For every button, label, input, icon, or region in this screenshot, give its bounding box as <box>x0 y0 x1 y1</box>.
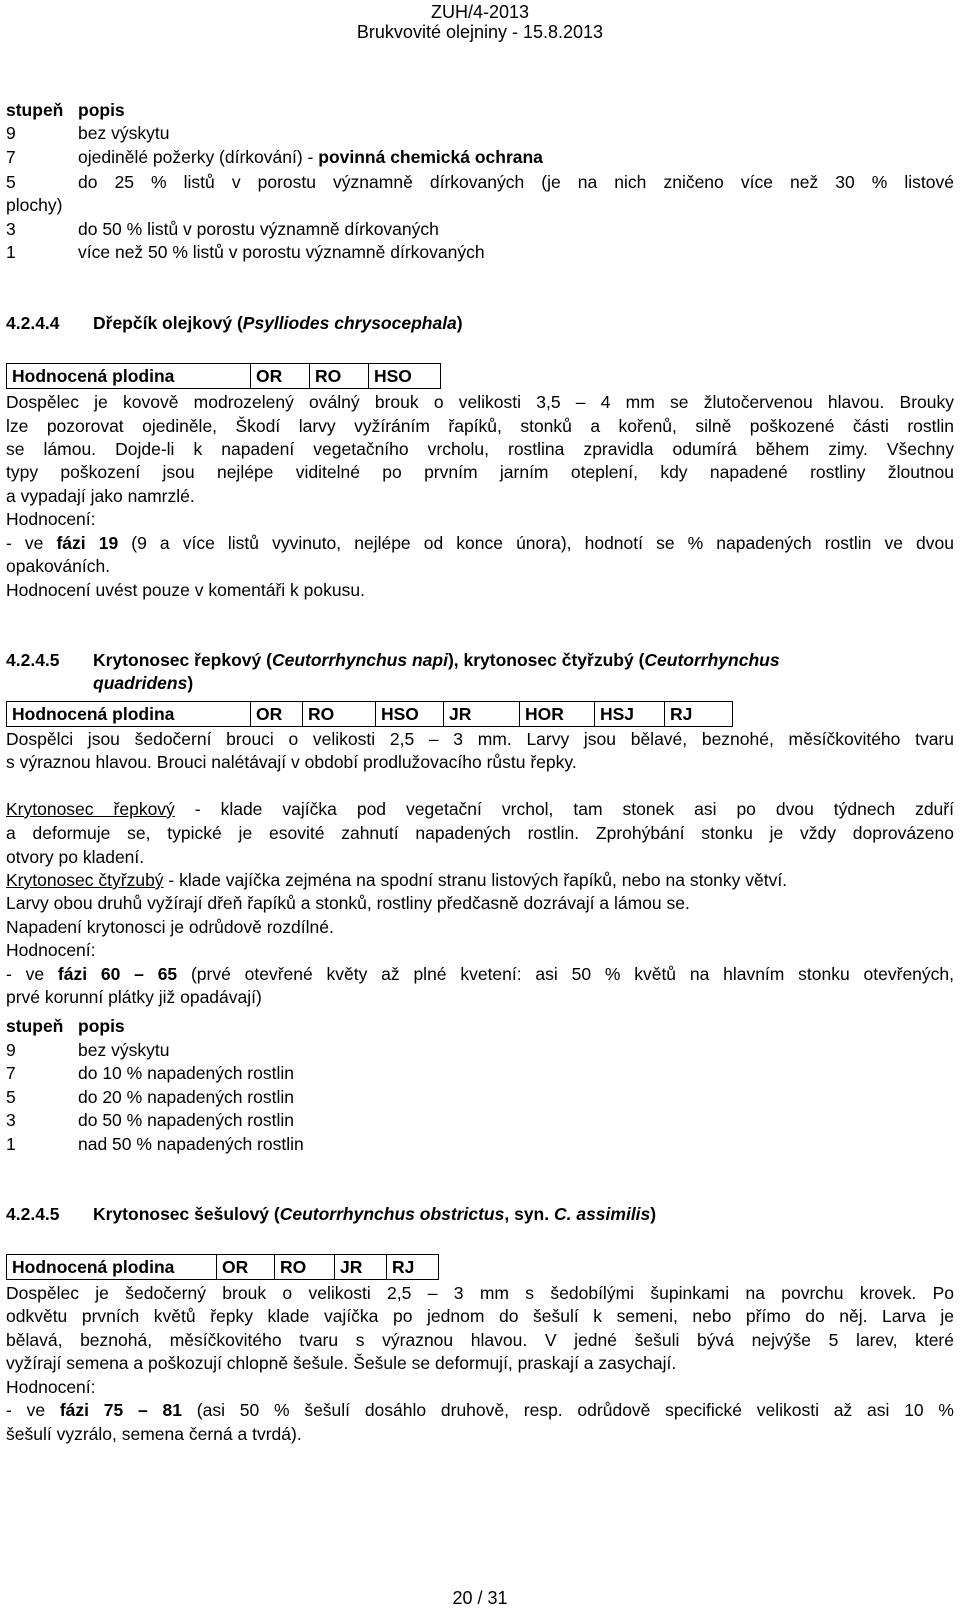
evaluation-label: Hodnocení: <box>6 509 96 529</box>
crop-cell: RO <box>303 702 376 727</box>
paragraph-line: a deformuje se, typické je esovité zahnutí napadených rostlin. Zprohýbání stonku je vždy doprovázeno <box>6 823 954 843</box>
crop-cell: HSJ <box>595 702 665 727</box>
header-code: ZUH/4-2013 <box>430 2 530 22</box>
stage-row: 5 do 25 % listů v porostu významně dírkovaných (je na nich zničeno více než 30 % listové <box>6 172 954 192</box>
paragraph-line: vyžírají semena a poškozují chlopně šešule. Šešule se deformují, praskají a zasychají. <box>6 1353 677 1373</box>
stage-row: 9 bez výskytu <box>6 1040 170 1060</box>
evaluation-label: Hodnocení: <box>6 940 96 960</box>
evaluation-line: prvé korunní plátky již opadávají) <box>6 987 262 1007</box>
paragraph-line: bělavá, beznohá, měsíčkovitého tvaru s výraznou hlavou. V jedné šešuli bývá nejvýše 5 larev, které <box>6 1330 954 1350</box>
paragraph-line: Napadení krytonosci je odrůdově rozdílné. <box>6 917 334 937</box>
crop-cell: JR <box>444 702 520 727</box>
paragraph-line: otvory po kladení. <box>6 847 145 867</box>
paragraph-line: lze pozorovat ojediněle, Škodí larvy vyžíráním řapíků, stonků a kořenů, silně poškozené části rostlin <box>6 416 954 436</box>
stage-table-header: stupeň popis <box>6 100 125 120</box>
paragraph-line: se lámou. Dojde-li k napadení vegetačního vrcholu, rostlina zpravidla odumírá během zimy. Všechny <box>6 439 954 459</box>
stage-row: 1 více než 50 % listů v porostu významně dírkovaných <box>6 242 485 262</box>
stage-row: 7 do 10 % napadených rostlin <box>6 1063 294 1083</box>
evaluation-line: opakováních. <box>6 556 111 576</box>
stage-table-header: stupeň popis <box>6 1016 125 1036</box>
evaluation-label: Hodnocení: <box>6 1377 96 1397</box>
crop-cell: OR <box>251 364 310 389</box>
paragraph-line: Krytonosec čtyřzubý - klade vajíčka zejména na spodní stranu listových řapíků, nebo na stonky větví. <box>6 870 788 890</box>
crop-table <box>6 701 733 727</box>
section-heading: 4.2.4.5 Krytonosec šešulový (Ceutorrhynchus obstrictus, syn. C. assimilis) <box>6 1204 657 1224</box>
evaluation-line: - ve fázi 60 – 65 (prvé otevřené květy až plné kvetení: asi 50 % květů na hlavním stonku otevřených, <box>6 964 954 984</box>
paragraph-line: Dospělci jsou šedočerní brouci o velikosti 2,5 – 3 mm. Larvy jsou bělavé, beznohé, měsíčkovitého tvaru <box>6 729 954 749</box>
paragraph-line: Dospělec je kovově modrozelený oválný brouk o velikosti 3,5 – 4 mm se žlutočervenou hlavou. Brouky <box>6 392 954 412</box>
section-heading: 4.2.4.4 Dřepčík olejkový (Psylliodes chrysocephala) <box>6 313 463 333</box>
paragraph-line: Dospělec je šedočerný brouk o velikosti 2,5 – 3 mm s šedobílými šupinkami na povrchu krovek. Po <box>6 1283 954 1303</box>
crop-table-label: Hodnocená plodina <box>7 702 251 727</box>
evaluation-line: šešulí vyzrálo, semena černá a tvrdá). <box>6 1424 302 1444</box>
paragraph-line: s výraznou hlavou. Brouci nalétávají v období prodlužovacího růstu řepky. <box>6 752 577 772</box>
paragraph-line: odkvětu prvních květů řepky klade vajíčka po jednom do šešulí k semeni, nebo přímo do něj. Larva je <box>6 1306 954 1326</box>
crop-table-label: Hodnocená plodina <box>7 364 251 389</box>
crop-cell: RJ <box>387 1255 439 1280</box>
paragraph-line: Krytonosec řepkový - klade vajíčka pod vegetační vrchol, tam stonek asi po dvou týdnech zduří <box>6 799 954 819</box>
crop-cell: HOR <box>520 702 595 727</box>
crop-cell: RO <box>275 1255 335 1280</box>
stage-row-continuation: plochy) <box>6 195 63 215</box>
stage-row: 7 ojedinělé požerky (dírkování) - povinná chemická ochrana <box>6 147 543 167</box>
stage-row: 1 nad 50 % napadených rostlin <box>6 1134 304 1154</box>
stage-row: 3 do 50 % listů v porostu významně dírkovaných <box>6 219 439 239</box>
crop-cell: RJ <box>665 702 733 727</box>
crop-cell: HSO <box>369 364 441 389</box>
stage-row: 9 bez výskytu <box>6 123 170 143</box>
paragraph-line: typy poškození jsou nejlépe viditelné po prvním jarním oteplení, kdy napadené rostliny žloutnou <box>6 462 954 482</box>
evaluation-line: - ve fázi 75 – 81 (asi 50 % šešulí dosáhlo druhově, resp. odrůdově specifické velikosti až asi 10 % <box>6 1400 954 1420</box>
stage-row: 3 do 50 % napadených rostlin <box>6 1110 294 1130</box>
evaluation-note: Hodnocení uvést pouze v komentáři k pokusu. <box>6 580 365 600</box>
crop-cell: OR <box>251 702 303 727</box>
stage-row: 5 do 20 % napadených rostlin <box>6 1087 294 1107</box>
crop-table-label: Hodnocená plodina <box>7 1255 217 1280</box>
section-heading-continuation: quadridens) <box>93 673 194 693</box>
section-heading: 4.2.4.5 Krytonosec řepkový (Ceutorrhynchus napi), krytonosec čtyřzubý (Ceutorrhynchus <box>6 650 780 670</box>
paragraph-line: a vypadají jako namrzlé. <box>6 486 195 506</box>
species-name: Krytonosec řepkový <box>6 799 175 819</box>
crop-cell: OR <box>217 1255 275 1280</box>
page-number: 20 / 31 <box>452 1588 508 1608</box>
evaluation-line: - ve fázi 19 (9 a více listů vyvinuto, nejlépe od konce února), hodnotí se % napadených rostlin ve dvou <box>6 533 954 553</box>
crop-table <box>6 1254 439 1280</box>
species-name: Krytonosec čtyřzubý <box>6 870 164 890</box>
crop-cell: RO <box>310 364 369 389</box>
crop-cell: HSO <box>376 702 444 727</box>
paragraph-line: Larvy obou druhů vyžírají dřeň řapíků a stonků, rostliny předčasně dozrávají a lámou se. <box>6 893 690 913</box>
header-subtitle: Brukvovité olejniny - 15.8.2013 <box>356 22 604 42</box>
crop-cell: JR <box>335 1255 387 1280</box>
crop-table <box>6 363 441 389</box>
